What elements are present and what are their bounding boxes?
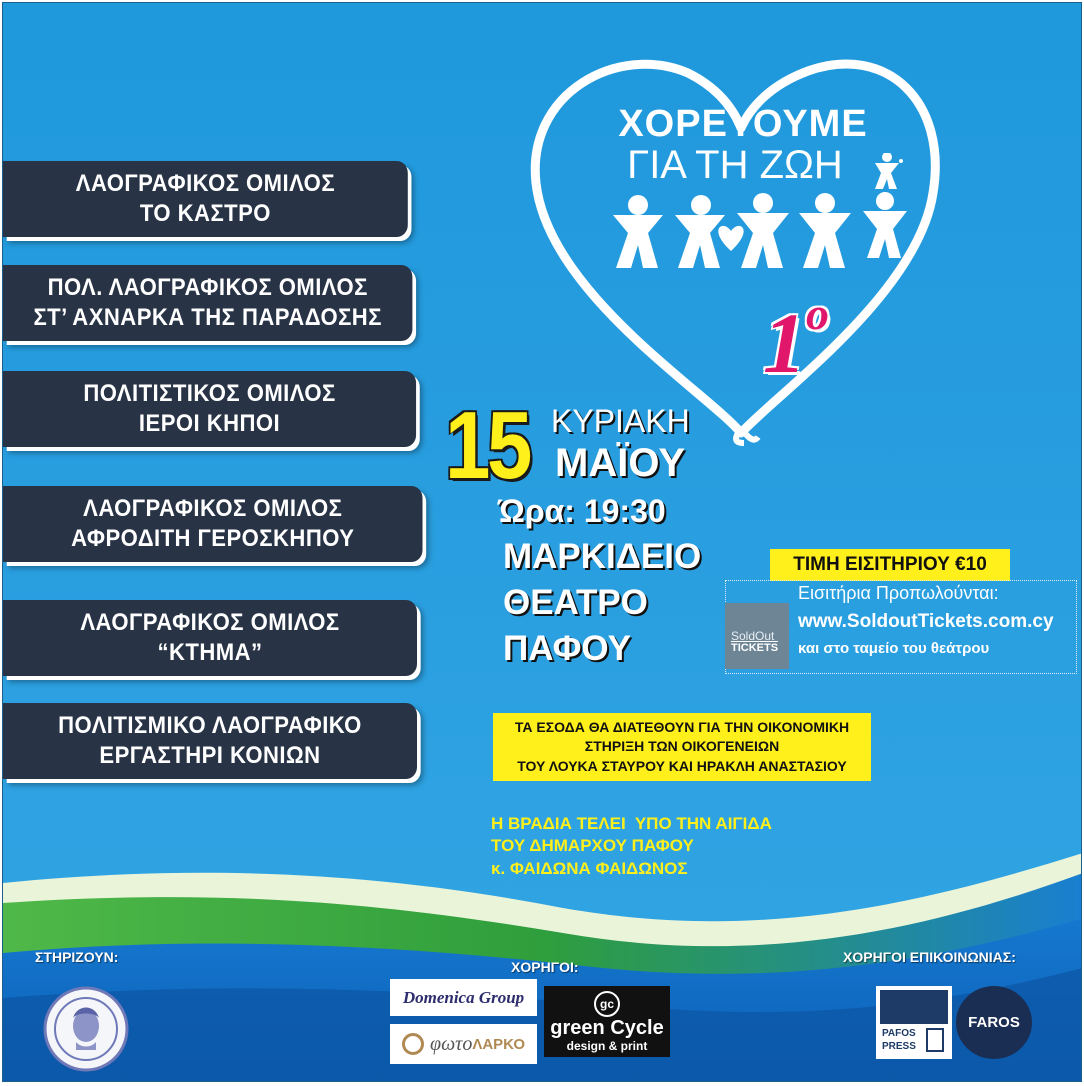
domenica-group-logo (390, 979, 537, 1016)
soldout-tickets-logo (725, 603, 789, 669)
auspices-line2: ΤΟΥ ΔΗΜΑΡΧΟΥ ΠΑΦΟΥ (491, 836, 694, 856)
pafos-press-text-a: PAFOS (882, 1028, 916, 1039)
poster (2, 2, 1082, 1082)
presale-text: Εισιτήρια Προπωλούνται: (798, 583, 999, 603)
soldout-logo-line2: TICKETS (731, 642, 779, 654)
group-band-3 (3, 371, 416, 447)
group-band-2 (3, 265, 412, 341)
fotolarko-text-a: φωτο (430, 1032, 473, 1055)
proceeds-line2: ΣΤΗΡΙΞΗ ΤΩΝ ΟΙΚΟΓΕΝΕΙΩΝ (584, 738, 780, 755)
venue-line3: ΠΑΦΟΥ (503, 629, 631, 668)
domenica-group-text: Domenica Group (402, 987, 525, 1007)
group-2-line2: ΣΤ’ ΑΧΝΑΡΚΑ ΤΗΣ ΠΑΡΑΔΟΣΗΣ (33, 304, 382, 331)
pafos-press-text-b: PRESS (882, 1041, 916, 1052)
venue-line1: ΜΑΡΚΙΔΕΙΟ (503, 537, 702, 576)
faros-text: FAROS (968, 1014, 1020, 1031)
proceeds-line1: ΤΑ ΕΣΟΔΑ ΘΑ ΔΙΑΤΕΘΟΥΝ ΓΙΑ ΤΗΝ ΟΙΚΟΝΟΜΙΚΗ (514, 719, 850, 736)
pp-monogram-icon (926, 1028, 944, 1052)
tickets-url-link[interactable]: www.SoldoutTickets.com.cy (798, 611, 1054, 632)
castle-icon (880, 990, 948, 1024)
soldout-logo-line1: SoldOut (731, 629, 775, 643)
group-5-line1: ΛΑΟΓΡΑΦΙΚΟΣ ΟΜΙΛΟΣ (80, 609, 340, 636)
edition-suffix: ο (806, 288, 829, 339)
ticket-price: ΤΙΜΗ ΕΙΣΙΤΗΡΙΟΥ €10 (770, 549, 1010, 581)
group-6-line2: ΕΡΓΑΣΤΗΡΙ ΚΟΝΙΩΝ (99, 742, 321, 769)
fotolarko-logo (390, 1024, 537, 1064)
group-6-line1: ΠΟΛΙΤΙΣΜΙΚΟ ΛΑΟΓΡΑΦΙΚΟ (58, 712, 362, 739)
group-3-line1: ΠΟΛΙΤΙΣΤΙΚΟΣ ΟΜΙΛΟΣ (83, 380, 336, 407)
group-1-line1: ΛΑΟΓΡΑΦΙΚΟΣ ΟΜΙΛΟΣ (75, 170, 336, 197)
proceeds-notice (493, 713, 871, 781)
group-4-line1: ΛΑΟΓΡΑΦΙΚΟΣ ΟΜΙΛΟΣ (83, 495, 343, 522)
box-office-text: και στο ταμείο του θεάτρου (798, 640, 990, 657)
group-2-line1: ΠΟΛ. ΛΑΟΓΡΑΦΙΚΟΣ ΟΜΙΛΟΣ (47, 274, 368, 301)
greencycle-tagline: design & print (566, 1039, 648, 1053)
aperture-icon (402, 1033, 424, 1055)
municipality-seal-logo (43, 986, 129, 1072)
auspices-text (491, 813, 772, 880)
group-band-6 (3, 703, 417, 779)
edition-number (763, 288, 829, 393)
event-title-line2: ΓΙΑ ΤΗ ΖΩΗ (627, 143, 843, 187)
event-title-line1: ΧΟΡΕΥΟΥΜΕ (618, 103, 868, 145)
group-4-line2: ΑΦΡΟΔΙΤΗ ΓΕΡΟΣΚΗΠΟΥ (71, 525, 355, 552)
faros-logo (956, 986, 1032, 1059)
greencycle-text-b: Cycle (610, 1017, 664, 1039)
day-number: 15 (445, 392, 529, 499)
pafos-press-logo (876, 986, 952, 1059)
sponsors-label: ΧΟΡΗΓΟΙ: (511, 959, 579, 975)
group-band-4 (3, 486, 423, 562)
group-3-line2: ΙΕΡΟΙ ΚΗΠΟΙ (138, 410, 281, 437)
event-time: Ώρα: 19:30 (498, 493, 666, 529)
greencycle-name (544, 1017, 670, 1039)
greencycle-text-a: green (550, 1017, 605, 1039)
group-band-5 (3, 600, 417, 676)
greencycle-badge-icon: gc (594, 991, 620, 1017)
auspices-line3: κ. ΦΑΙΔΩΝΑ ΦΑΙΔΩΝΟΣ (491, 858, 688, 878)
month: ΜΑΪΟΥ (555, 441, 685, 485)
proceeds-line3: ΤΟΥ ΛΟΥΚΑ ΣΤΑΥΡΟΥ ΚΑΙ ΗΡΑΚΛΗ ΑΝΑΣΤΑΣΙΟΥ (517, 757, 847, 774)
group-band-1 (3, 161, 408, 237)
edition-digit: 1 (763, 295, 806, 391)
greencycle-logo (544, 986, 670, 1057)
weekday: ΚΥΡΙΑΚΗ (551, 403, 690, 439)
group-1-line2: ΤΟ ΚΑΣΤΡΟ (139, 200, 271, 227)
media-sponsors-label: ΧΟΡΗΓΟΙ ΕΠΙΚΟΙΝΩΝΙΑΣ: (843, 949, 1016, 965)
venue-line2: ΘΕΑΤΡΟ (503, 583, 648, 622)
auspices-line1: Η ΒΡΑΔΙΑ ΤΕΛΕΙ ΥΠΟ ΤΗΝ ΑΙΓΙΔΑ (491, 814, 772, 833)
group-5-line2: “ΚΤΗΜΑ” (157, 639, 263, 666)
supporters-label: ΣΤΗΡΙΖΟΥΝ: (35, 949, 119, 965)
fotolarko-text-b: ΛΑΡΚΟ (472, 1035, 525, 1053)
